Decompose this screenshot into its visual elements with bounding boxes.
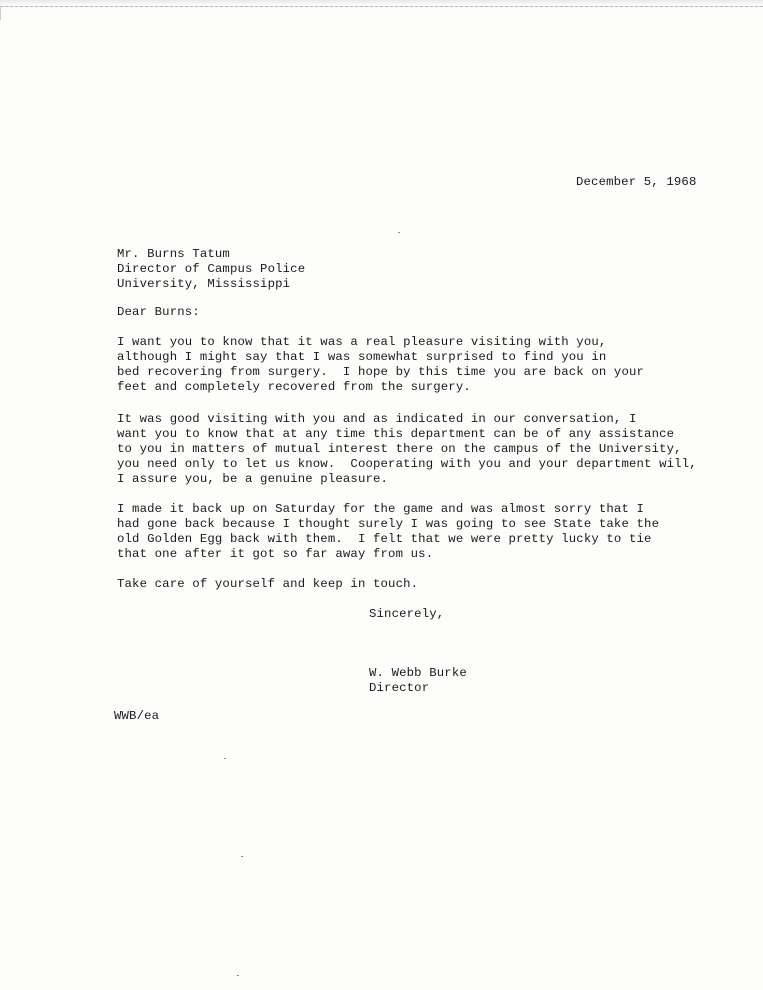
body-line: I want you to know that it was a real pleasure visiting with you, (117, 335, 607, 349)
recipient-name: Mr. Burns Tatum (117, 247, 230, 261)
recipient-title: Director of Campus Police (117, 262, 306, 276)
body-line: had gone back because I thought surely I was going to see State take the (117, 517, 660, 531)
paper-speck (241, 856, 243, 857)
signature-title: Director (369, 681, 430, 695)
letter-date: December 5, 1968 (576, 175, 697, 189)
salutation: Dear Burns: (117, 305, 200, 319)
body-line: It was good visiting with you and as indicated in our conversation, I (117, 412, 637, 426)
paper-speck (224, 758, 226, 759)
typist-initials: WWB/ea (114, 709, 160, 723)
signature-name: W. Webb Burke (369, 666, 467, 680)
closing: Sincerely, (369, 607, 445, 621)
body-line: to you in matters of mutual interest there on the campus of the University, (117, 442, 682, 456)
page-top-edge (0, 0, 763, 7)
body-line: feet and completely recovered from the surgery. (117, 380, 471, 394)
page-left-edge (0, 6, 7, 20)
body-line: I made it back up on Saturday for the game and was almost sorry that I (117, 502, 645, 516)
body-line: although I might say that I was somewhat surprised to find you in (117, 350, 607, 364)
body-line: old Golden Egg back with them. I felt that we were pretty lucky to tie (117, 532, 652, 546)
body-line: you need only to let us know. Cooperating with you and your department will, (117, 457, 697, 471)
body-line: Take care of yourself and keep in touch. (117, 577, 419, 591)
body-line: bed recovering from surgery. I hope by this time you are back on your (117, 365, 645, 379)
body-line: I assure you, be a genuine pleasure. (117, 472, 389, 486)
body-line: want you to know that at any time this department can be of any assistance (117, 427, 675, 441)
paper-speck (237, 975, 239, 976)
recipient-location: University, Mississippi (117, 277, 291, 291)
body-line: that one after it got so far away from us. (117, 547, 434, 561)
paper-speck (398, 232, 400, 233)
